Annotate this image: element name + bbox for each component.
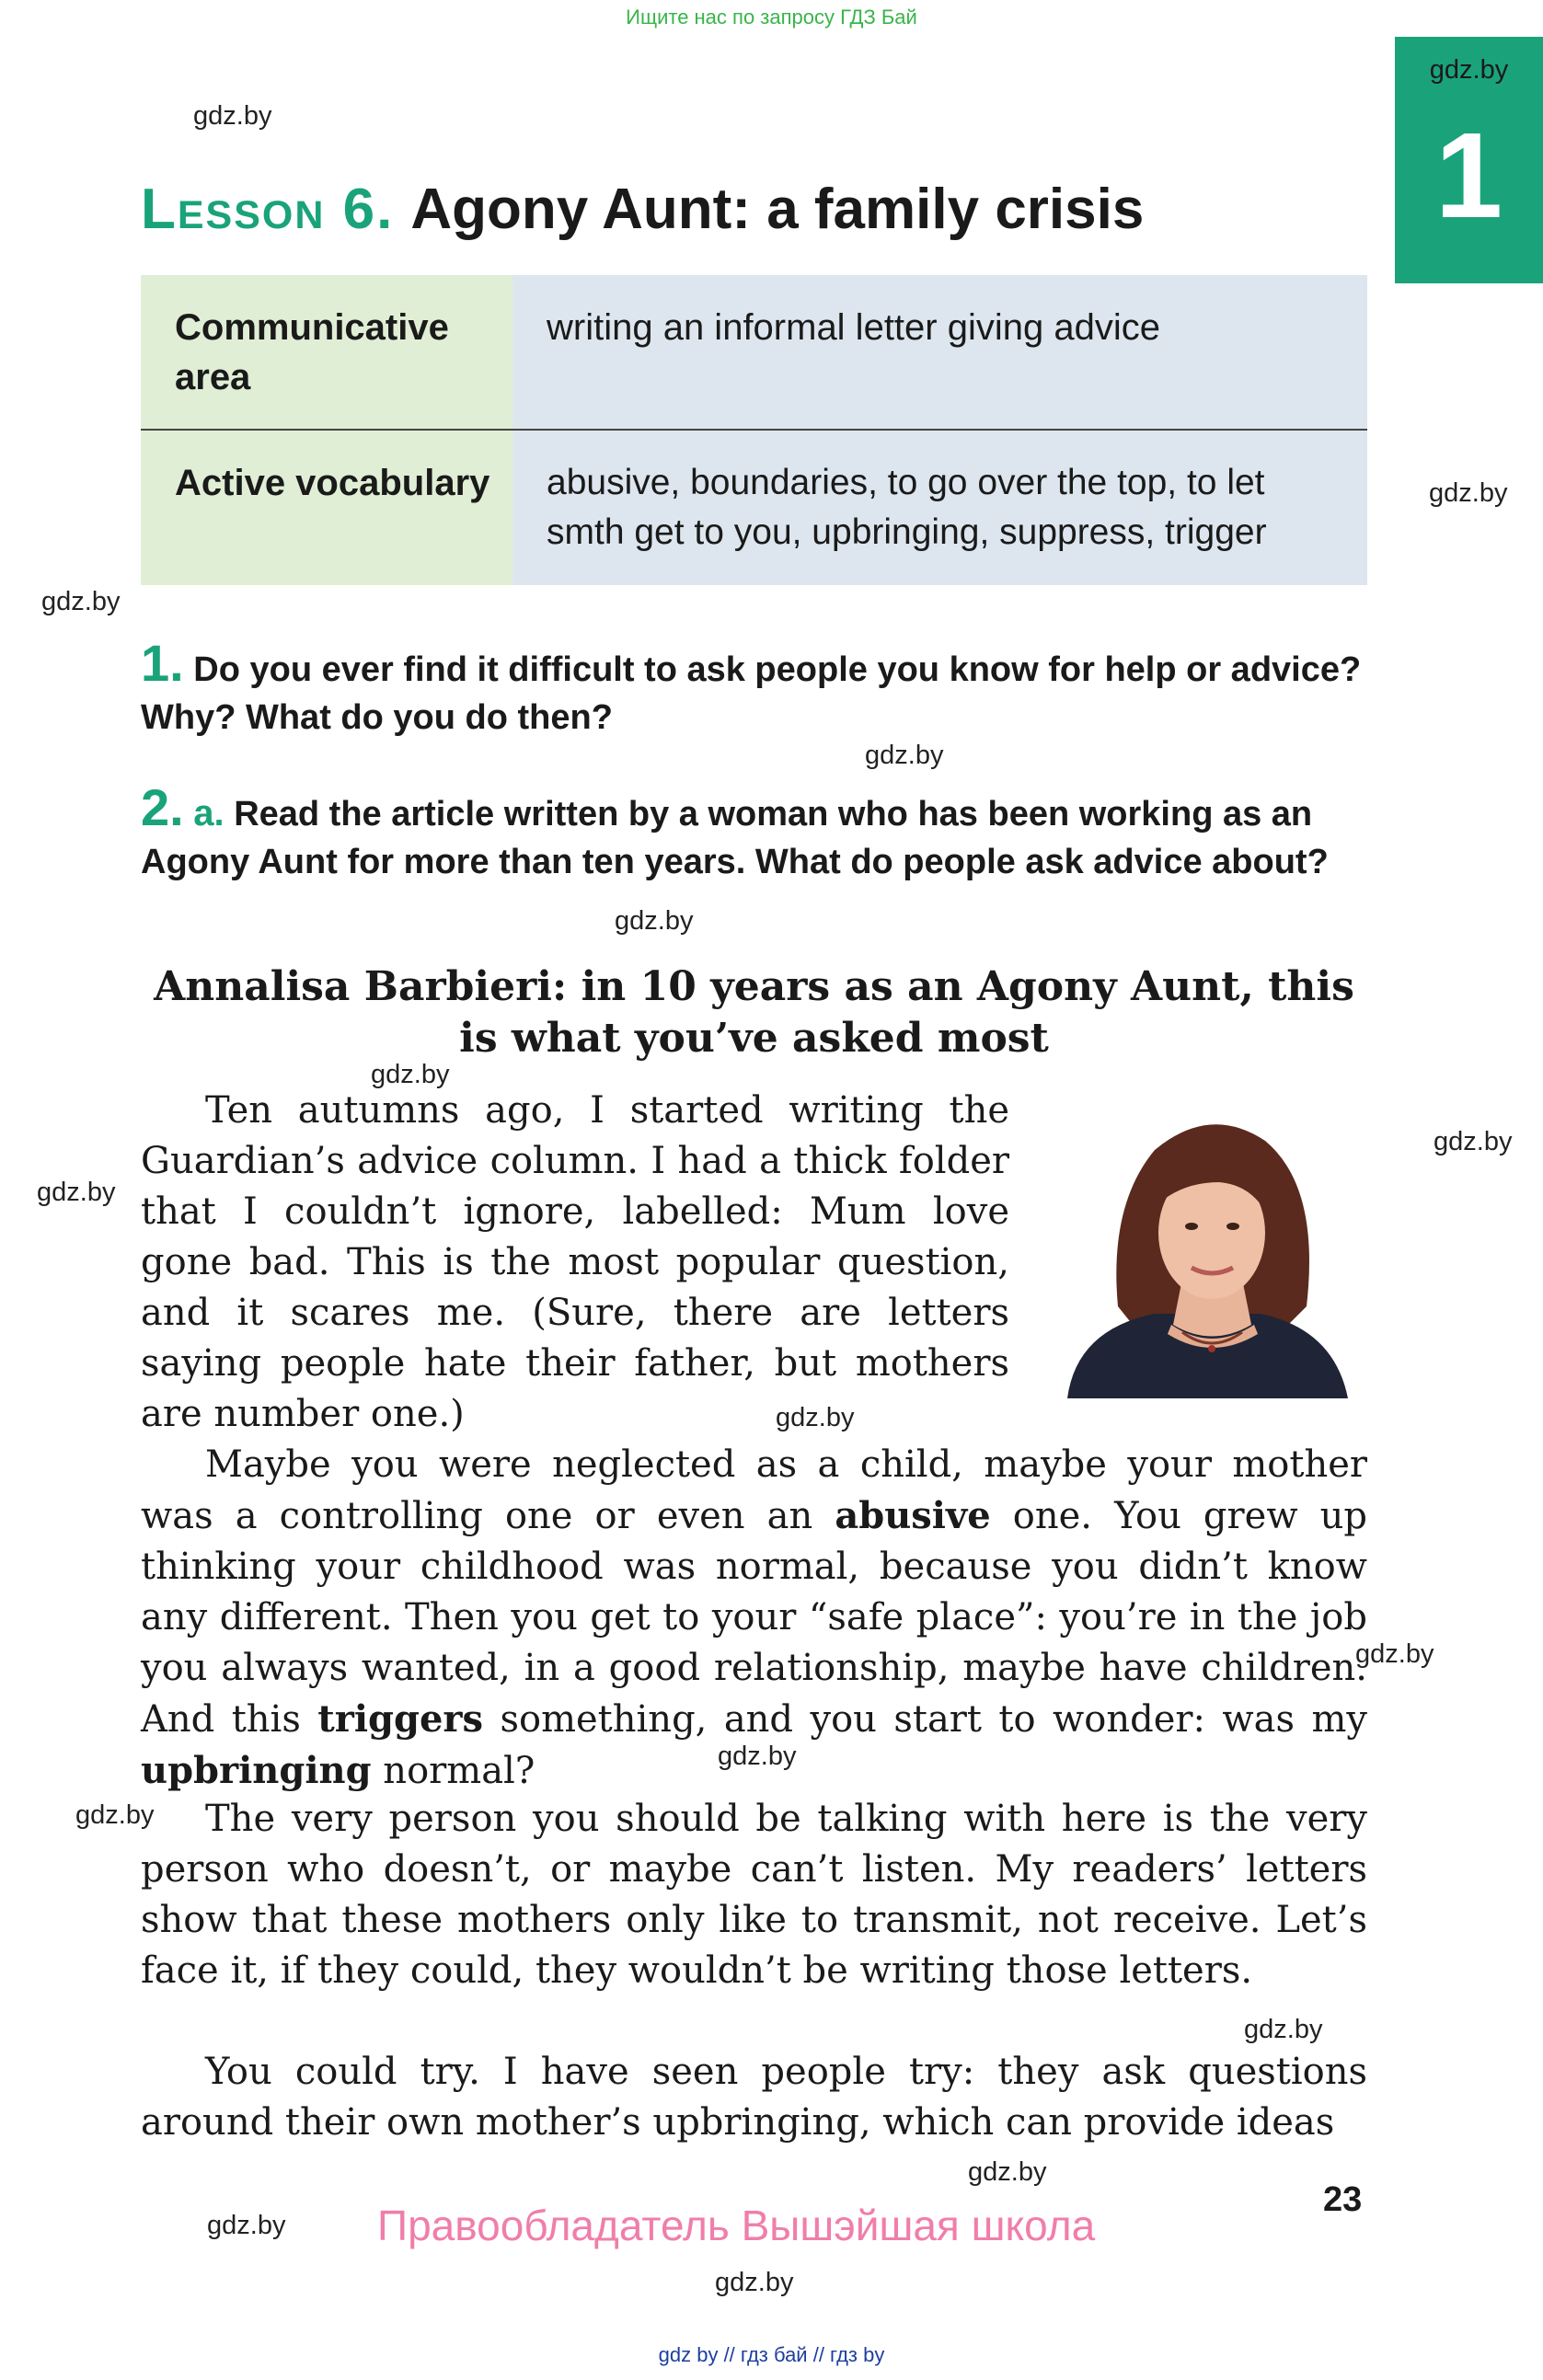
info-label-communicative-area: Communicative area [141, 275, 512, 429]
lesson-label: Lesson 6. [141, 178, 395, 241]
article-paragraph-2 [141, 1440, 1367, 1797]
lesson-title: Agony Aunt: a family crisis [410, 178, 1145, 241]
info-table [141, 275, 1367, 585]
author-portrait [1054, 1095, 1360, 1398]
info-value-communicative-area: writing an informal letter giving advice [512, 275, 1367, 429]
task-text: Do you ever find it difficult to ask people you know for help or advice? Why? What do you do then? [141, 650, 1362, 737]
watermark: gdz.by [615, 906, 694, 936]
watermark: gdz.by [193, 101, 272, 131]
watermark: gdz.by [1434, 1127, 1513, 1156]
watermark: gdz.by [718, 1742, 797, 1771]
task-text: Read the article written by a woman who has been working as an Agony Aunt for more than ten years. What do people ask advice about? [141, 795, 1329, 881]
rights-holder: Правообладатель Вышэйшая школа [377, 2202, 1096, 2249]
watermark: gdz.by [1355, 1639, 1434, 1669]
watermark: gdz.by [371, 1060, 450, 1089]
lesson-heading [141, 177, 1144, 242]
watermark: gdz.by [1429, 478, 1508, 508]
article-paragraph-4: You could try. I have seen people try: they ask questions around their own mother’s upbringing, which can provide ideas [141, 2051, 1367, 2144]
watermark: gdz.by [1244, 2015, 1323, 2044]
task-number: 1. [141, 634, 184, 692]
text-run: normal? [371, 1750, 535, 1792]
vocab-triggers: triggers [317, 1697, 484, 1741]
watermark: gdz.by [41, 587, 121, 616]
bottom-links[interactable]: gdz by // гдз бай // гдз by [658, 2343, 885, 2366]
vocab-abusive: abusive [835, 1494, 991, 1537]
text-run: Maybe you were neglected as a child, maybe your mother was a controlling one or even an [141, 1443, 1367, 1537]
text-run: one. You grew up thinking your childhood was normal, because you didn’t know any different. Then you get to your “safe place”: you’re in the job you always wanted, in a good relationship, maybe have children. And this [141, 1495, 1368, 1741]
page-number: 23 [1323, 2180, 1363, 2219]
watermark: gdz.by [968, 2157, 1047, 2187]
article-paragraph-3: The very person you should be talking with here is the very person who doesn’t, or maybe can’t listen. My readers’ letters show that these mothers only like to transmit, not receive. Let’s face it, if they could, they wouldn’t be writing those letters. [141, 1798, 1367, 1992]
unit-tab [1395, 37, 1543, 283]
info-label-active-vocabulary: Active vocabulary [141, 431, 512, 585]
info-value-active-vocabulary: abusive, boundaries, to go over the top, to let smth get to you, upbringing, suppress, trigger [512, 431, 1367, 585]
task-2a [141, 778, 1367, 886]
article-paragraph-1: Ten autumns ago, I started writing the Guardian’s advice column. I had a thick folder that I couldn’t ignore, labelled: Mum love gone bad. This is the most popular question, and it scares me. (Sure, there are letters saying people hate their father, but mothers are number one.) [141, 1089, 1009, 1435]
task-sub-letter: a. [193, 793, 225, 834]
task-number: 2. [141, 778, 184, 836]
watermark: gdz.by [207, 2211, 286, 2240]
watermark: gdz.by [865, 741, 944, 770]
unit-site-label: gdz.by [1429, 55, 1509, 85]
watermark: gdz.by [75, 1800, 155, 1830]
watermark: gdz.by [715, 2268, 794, 2297]
unit-number: 1 [1434, 108, 1503, 243]
top-banner: Ищите нас по запросу ГДЗ Бай [626, 6, 917, 29]
text-run: something, and you start to wonder: was my [483, 1698, 1368, 1741]
vocab-upbringing: upbringing [141, 1749, 372, 1792]
task-1 [141, 634, 1367, 742]
watermark: gdz.by [776, 1403, 855, 1432]
watermark: gdz.by [37, 1178, 116, 1207]
article-title: Annalisa Barbieri: in 10 years as an Agony Aunt, this is what you’ve asked most [154, 963, 1354, 1062]
